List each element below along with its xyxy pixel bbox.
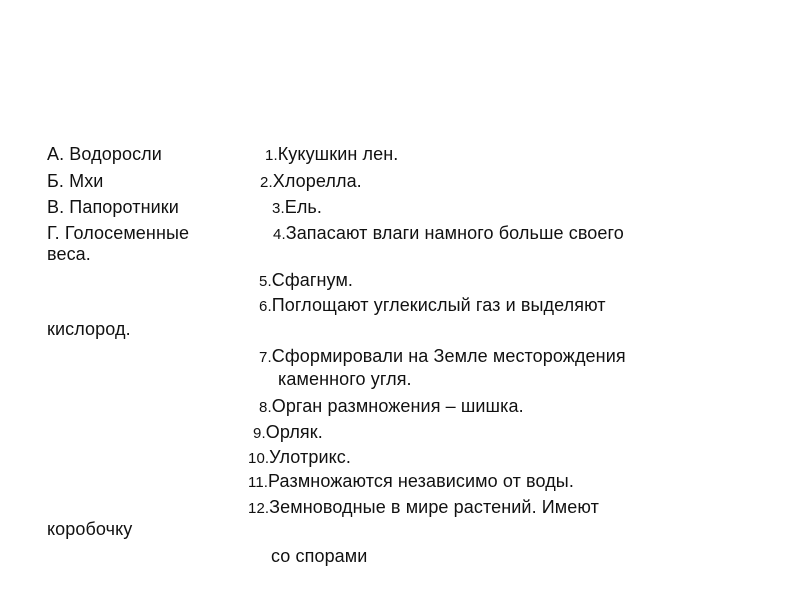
item-1-text: Кукушкин лен.: [277, 144, 399, 164]
item-7: [259, 345, 626, 369]
item-11-text: Размножаются независимо от воды.: [268, 471, 574, 491]
item-6-continuation: кислород.: [47, 319, 131, 339]
item-10-text: Улотрикс.: [269, 447, 351, 467]
item-12-text: Земноводные в мире растений. Имеют: [269, 497, 599, 517]
item-10-number: 10.: [248, 450, 270, 467]
category-d-wrap: веса.: [47, 244, 91, 264]
item-4-text: Запасают влаги намного больше своего: [285, 223, 624, 243]
item-8-number: 8.: [259, 399, 272, 416]
item-8: [259, 395, 524, 419]
item-9: [253, 421, 323, 445]
item-11: [248, 470, 574, 494]
category-b: Б. Мхи: [47, 171, 104, 191]
item-1-number: 1.: [265, 147, 278, 164]
item-4-number: 4.: [273, 226, 286, 243]
item-3: [272, 196, 322, 220]
item-4: [273, 222, 624, 246]
item-8-text: Орган размножения – шишка.: [271, 396, 524, 416]
category-c: В. Папоротники: [47, 197, 179, 217]
item-9-number: 9.: [253, 425, 266, 442]
item-2: [260, 170, 362, 194]
item-2-number: 2.: [260, 174, 273, 191]
item-3-text: Ель.: [284, 197, 323, 217]
item-7-number: 7.: [259, 349, 272, 366]
item-5-text: Сфагнум.: [271, 270, 354, 290]
category-d: Г. Голосеменные: [47, 223, 190, 243]
item-2-text: Хлорелла.: [272, 171, 362, 191]
item-6-text: Поглощают углекислый газ и выделяют: [271, 295, 606, 315]
item-7-text: Сформировали на Земле месторождения: [271, 346, 626, 366]
item-9-text: Орляк.: [265, 422, 323, 442]
item-11-number: 11.: [248, 474, 269, 491]
category-a: А. Водоросли: [47, 144, 162, 164]
item-12-number: 12.: [248, 500, 270, 517]
item-12: [248, 496, 599, 520]
item-3-number: 3.: [272, 200, 285, 217]
item-5: [259, 269, 353, 293]
item-1: [265, 143, 398, 167]
item-12-continuation-b: со спорами: [271, 546, 368, 566]
item-7-continuation: каменного угля.: [278, 369, 412, 389]
item-10: [248, 446, 351, 470]
item-12-continuation-a: коробочку: [47, 519, 133, 539]
item-6: [259, 294, 606, 318]
item-6-number: 6.: [259, 298, 272, 315]
item-5-number: 5.: [259, 273, 272, 290]
